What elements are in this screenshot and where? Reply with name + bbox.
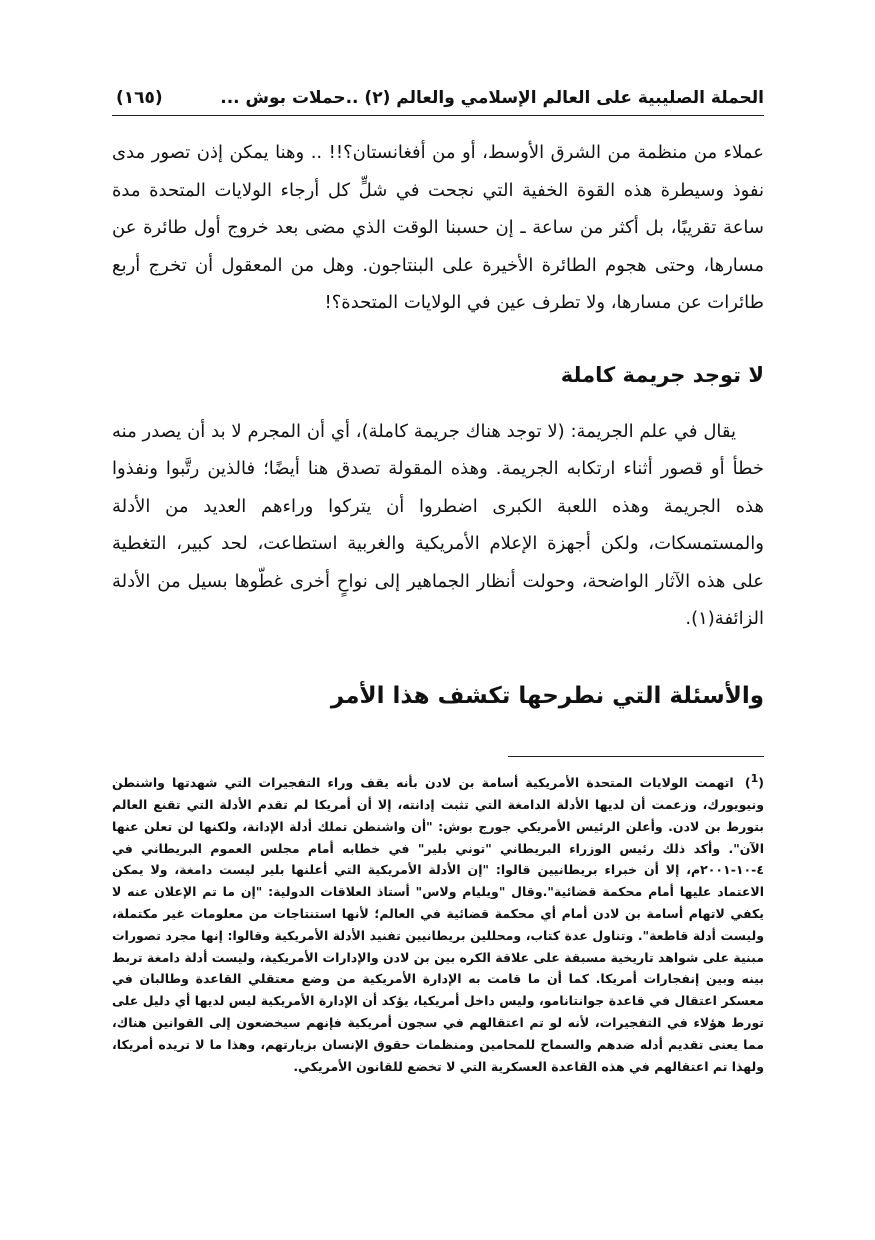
footnote-marker-number: 1 xyxy=(750,772,759,785)
paragraph-1: عملاء من منظمة من الشرق الأوسط، أو من أفغانستان؟!! .. وهنا يمكن إذن تصور مدى نفوذ وسيطرة هذه القوة الخفية التي نجحت في شلٍّ كل أرجاء الولايات المتحدة مدة ساعة تقريبًا، بل أكثر من ساعة ـ إن حسبنا الوقت الذي مضى بعد خروج أول طائرة عن مسارها، وحتى هجوم الطائرة الأخيرة على البنتاجون. وهل من المعقول أن تخرج أربع طائرات عن مسارها، ولا تطرف عين في الولايات المتحدة؟! xyxy=(112,142,764,313)
footnote-marker-open: ( xyxy=(758,775,764,791)
section-heading-no-perfect-crime: لا توجد جريمة كاملة xyxy=(560,362,764,387)
footnote-1 xyxy=(112,768,764,1077)
running-header xyxy=(112,82,764,116)
footnote-marker-close: ) xyxy=(744,775,751,791)
section-heading-questions: والأسئلة التي نطرحها تكشف هذا الأمر xyxy=(330,682,764,709)
footnote-divider xyxy=(508,756,764,757)
book-page xyxy=(112,82,764,1074)
page-number: (١٦٥) xyxy=(116,88,163,108)
header-title: الحملة الصليبية على العالم الإسلامي والعالم (٢) ..حملات بوش ... xyxy=(220,88,764,108)
footnote-marker xyxy=(744,772,764,791)
paragraph-2: يقال في علم الجريمة: (لا توجد هناك جريمة كاملة)، أي أن المجرم لا بد أن يصدر منه خطأ أو قصور أثناء ارتكابه الجريمة. وهذه المقولة تصدق هنا أيضًا؛ فالذين رتَّبوا ونفذوا هذه الجريمة وهذه اللعبة الكبرى اضطروا أن يتركوا وراءهم العديد من الأدلة والمستمسكات، ولكن أجهزة الإعلام الأمريكية والغربية استطاعت، لحد كبير، التغطية على هذه الآثار الواضحة، وحولت أنظار الجماهير إلى نواحٍ أخرى غطّوها بسيل من الأدلة الزائفة(١). xyxy=(112,420,764,629)
footnote-text: اتهمت الولايات المتحدة الأمريكية أسامة بن لادن بأنه يقف وراء التفجيرات التي شهدتها واشنطن ونيويورك، وزعمت أن لديها الأدلة الدامغة التي تثبت إدانته، إلا أن أمريكا لم تقدم الأدلة التي تقنع العالم بتورط بن لادن. وأعلن الرئيس الأمريكي جورج بوش: "أن واشنطن تملك أدلة الإدانة، ولكنها لن تعلن عنها الآن". وأكد ذلك رئيس الوزراء البريطاني "توني بلير" في خطابه أمام مجلس العموم البريطاني في ٤-١٠-٢٠٠١م، إلا أن خبراء بريطانيين قالوا: "إن الأدلة الأمريكية التي أعلنها بلير ليست دامغة، ولا يمكن الاعتماد عليها أمام محكمة قضائية".وقال "ويليام ولاس" أستاذ العلاقات الدولية: "إن ما تم الإعلان عنه لا يكفي لاتهام أسامة بن لادن أمام أي محكمة قضائية في العالم؛ لأنها استنتاجات من معلومات غير مكتملة، وليست أدلة قاطعة". وتناول عدة كتاب، ومحللين بريطانيين تفنيد الأدلة الأمريكية وقالوا: إنها مجرد تصورات مبنية على شواهد تاريخية مسبقة على علاقة الكره بين بن لادن والإدارات الأمريكية، وليست أدلة دامغة تربط بينه وبين إنفجارات أمريكا. كما أن ما قامت به الإدارة الأمريكية من وضع معتقلي القاعدة وطالبان في معسكر اعتقال في قاعدة جوانتانامو، وليس داخل أمريكيا، يؤكد أن الإدارة الأمريكية ليس لديها أي دليل على تورط هؤلاء في التفجيرات، لأنه لو تم اعتقالهم في سجون أمريكية فإنهم سيخضعون إلى القوانين هناك، مما يعنى تقديم أدله ضدهم والسماح للمحامين ومنظمات حقوق الإنسان بزيارتهم، وهذا ما لا تريده أمريكا، ولهذا تم اعتقالهم في هذه القاعدة العسكرية التي لا تخضع للقانون الأمريكي. xyxy=(112,775,764,1074)
